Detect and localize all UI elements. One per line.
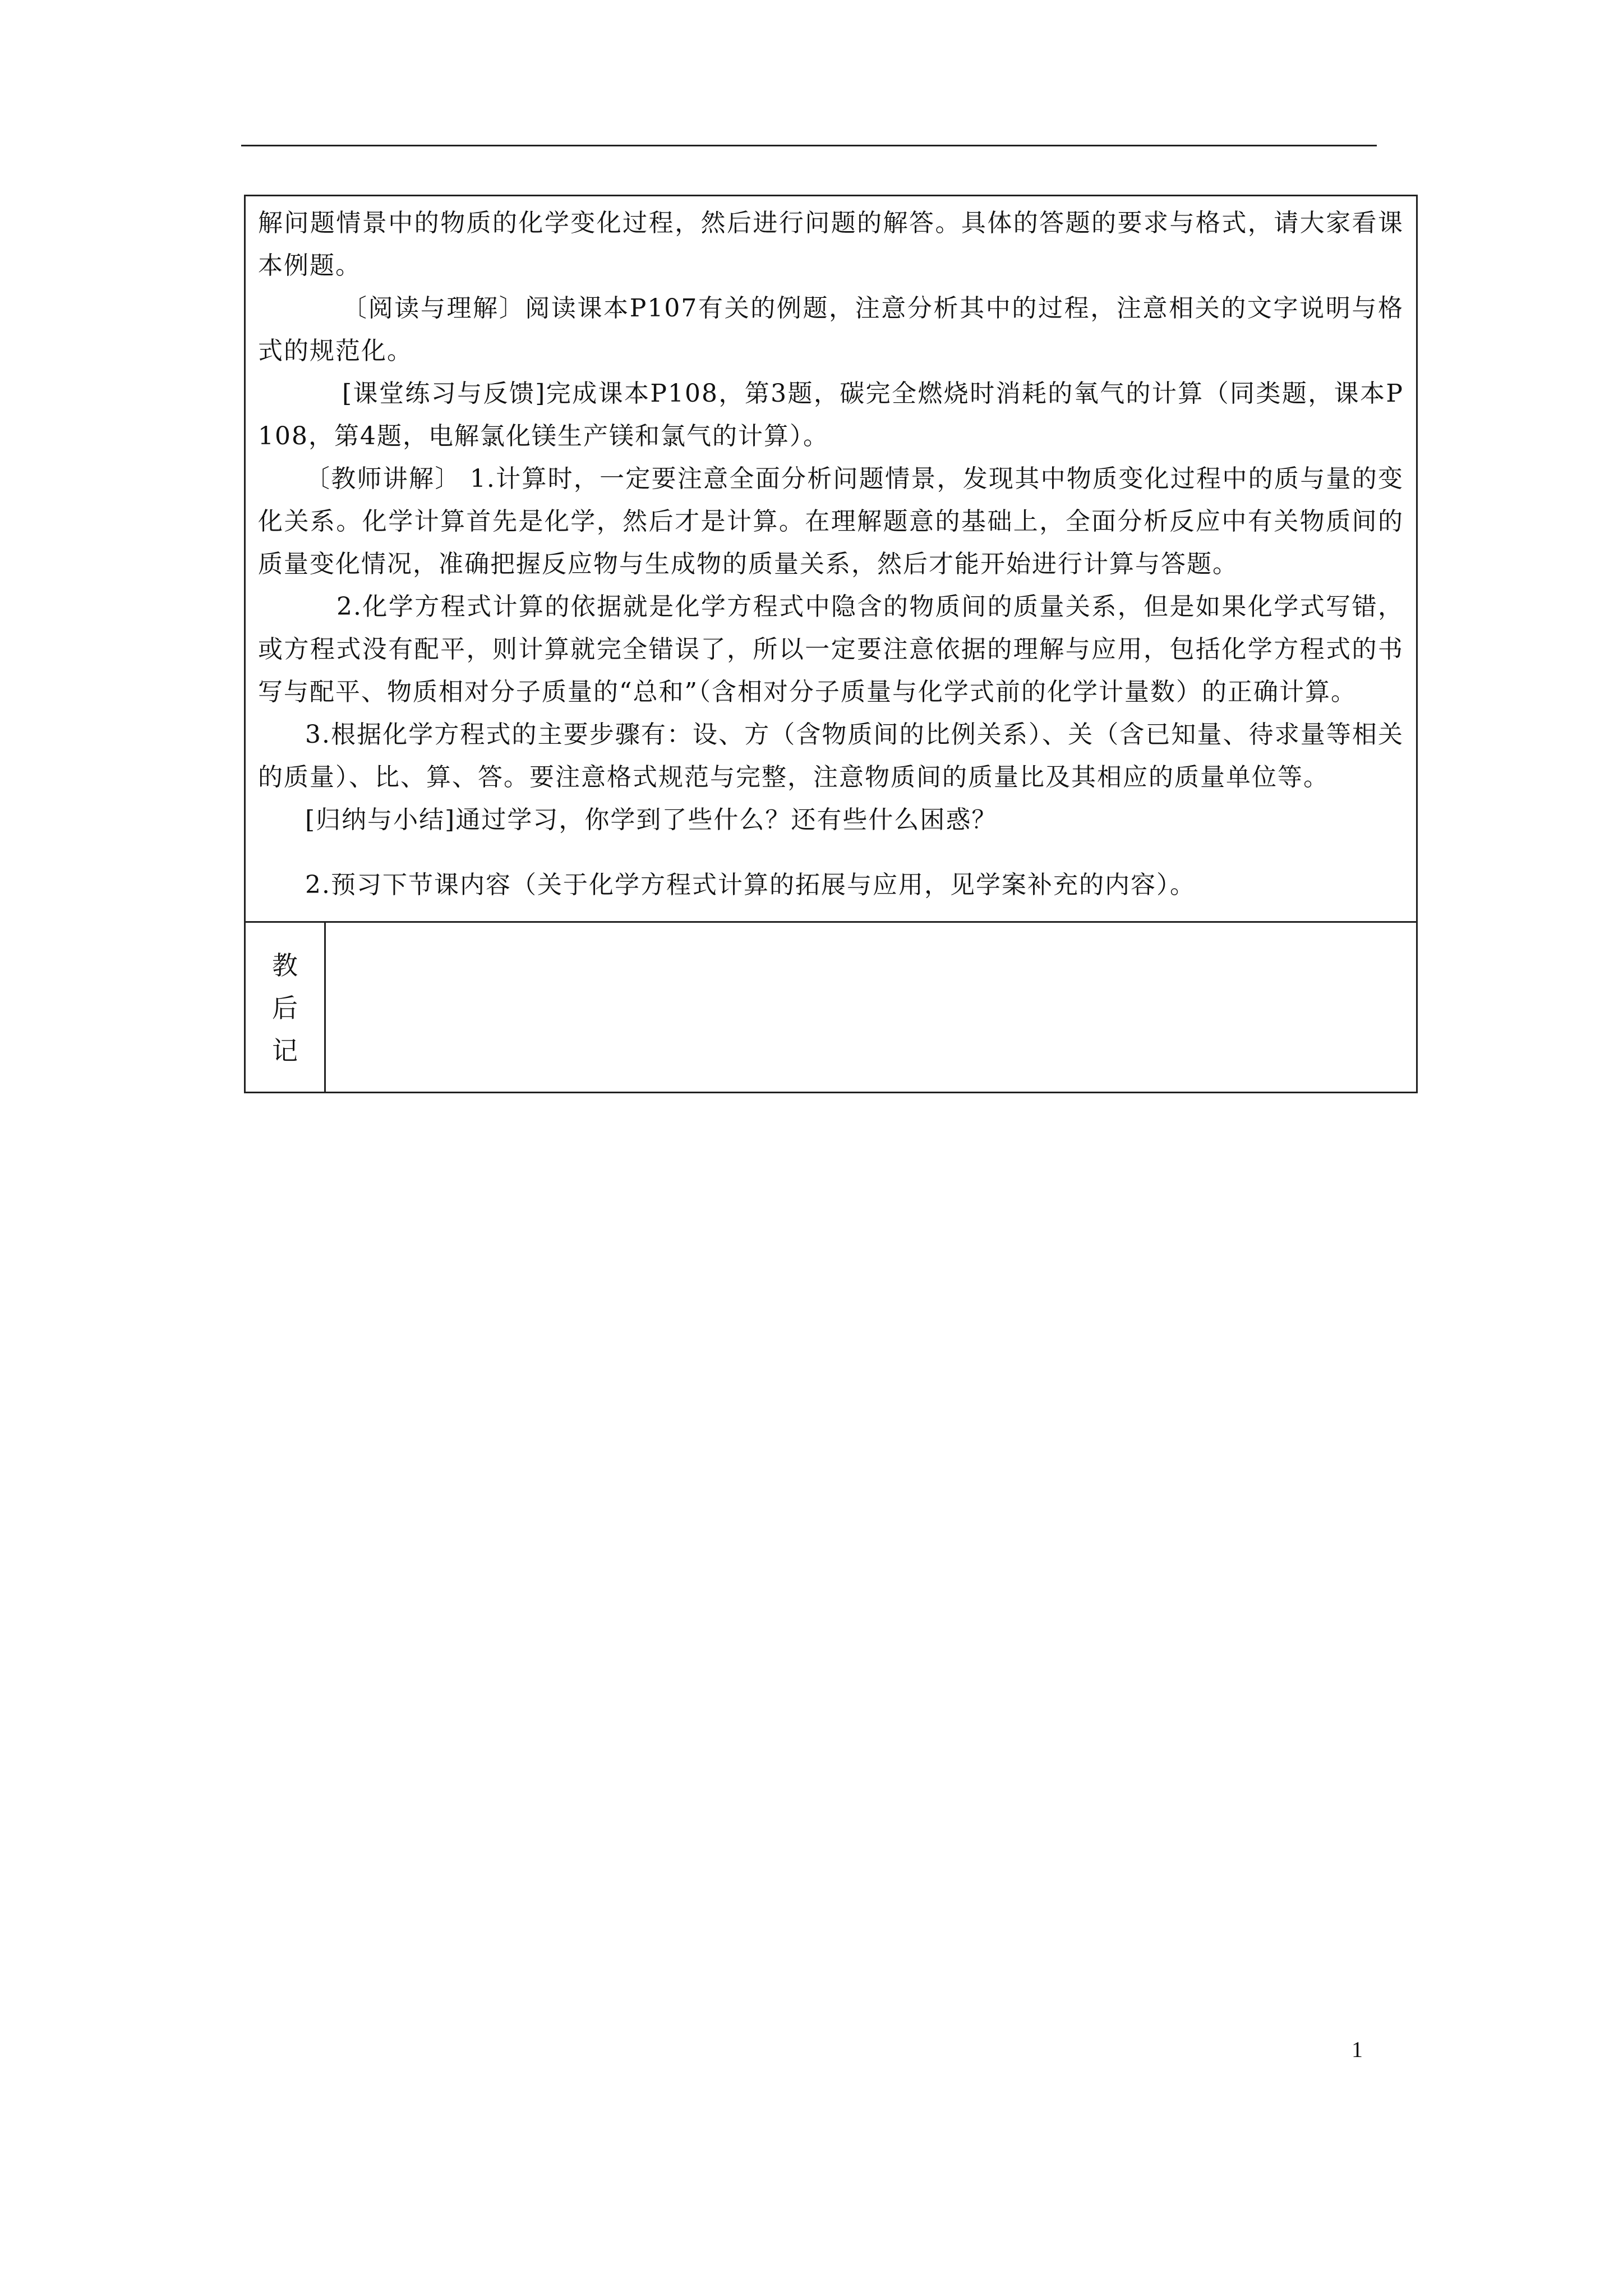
reflection-label-char: 教	[272, 950, 298, 981]
lesson-paragraph-1: 解问题情景中的物质的化学变化过程，然后进行问题的解答。具体的答题的要求与格式，请大家看课本例题。	[258, 209, 1404, 280]
lesson-content-cell	[246, 196, 1416, 923]
reflection-label-char: 后	[272, 993, 298, 1023]
post-lesson-reflection-row	[246, 923, 1416, 1092]
lesson-paragraph-summary: [归纳与小结]通过学习，你学到了些什么？还有些什么困惑？	[305, 806, 998, 834]
reflection-label-char: 记	[272, 1036, 298, 1066]
reflection-label	[246, 923, 326, 1092]
lesson-paragraph-teacher-explanation: 〔教师讲解〕 1.计算时，一定要注意全面分析问题情景，发现其中物质变化过程中的质与量的变化关系。化学计算首先是化学，然后才是计算。在理解题意的基础上，全面分析反应中有关物质间的质量变化情况，准确把握反应物与生成物的质量关系，然后才能开始进行计算与答题。	[258, 464, 1404, 578]
lesson-paragraph-point-2: 2.化学方程式计算的依据就是化学方程式中隐含的物质间的质量关系，但是如果化学式写错，或方程式没有配平，则计算就完全错误了，所以一定要注意依据的理解与应用，包括化学方程式的书写与配平、物质相对分子质量的“总和”（含相对分子质量与化学式前的化学计量数）的正确计算。	[258, 592, 1404, 706]
lesson-paragraph-practice: [课堂练习与反馈]完成课本P108，第3题，碳完全燃烧时消耗的氧气的计算（同类题，课本P108，第4题，电解氯化镁生产镁和氯气的计算）。	[258, 379, 1404, 450]
reflection-content	[326, 923, 1416, 1092]
lesson-paragraph-reading: 〔阅读与理解〕阅读课本P107有关的例题，注意分析其中的过程，注意相关的文字说明与格式的规范化。	[258, 294, 1404, 365]
header-rule	[241, 145, 1377, 146]
lesson-paragraph-point-3: 3.根据化学方程式的主要步骤有：设、方（含物质间的比例关系）、关（含已知量、待求量等相关的质量）、比、算、答。要注意格式规范与完整，注意物质间的质量比及其相应的质量单位等。	[258, 720, 1404, 792]
lesson-plan-table	[244, 195, 1418, 1093]
page-number: 1	[1352, 2037, 1363, 2062]
lesson-paragraph-preview: 2.预习下节课内容（关于化学方程式计算的拓展与应用，见学案补充的内容）。	[305, 871, 1196, 899]
